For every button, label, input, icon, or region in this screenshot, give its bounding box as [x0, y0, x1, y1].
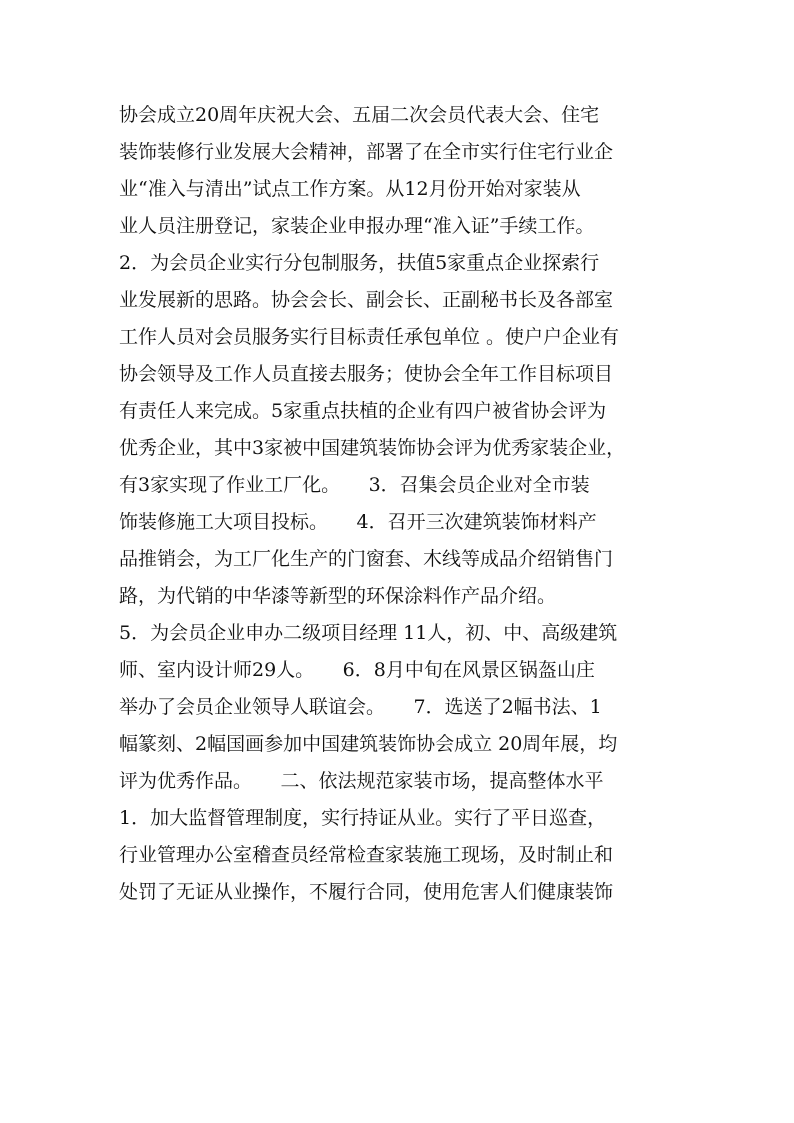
body-line: 评为优秀作品。 二、依法规范家装市场，提高整体水平 — [119, 770, 604, 792]
body-line: 师、室内设计师29人。 6．8月中旬在风景区锅盔山庄 — [119, 659, 595, 681]
body-line: 路，为代销的中华漆等新型的环保涂料作产品介绍。 — [119, 585, 557, 607]
body-line: 有责任人来完成。5家重点扶植的企业有四户被省协会评为 — [119, 400, 607, 422]
body-line: 幅篆刻、2幅国画参加中国建筑装饰协会成立 20周年展，均 — [119, 733, 618, 755]
body-line: 1．加大监督管理制度，实行持证从业。实行了平日巡查， — [119, 807, 607, 829]
body-line: 业人员注册登记，家装企业申报办理“准入证”手续工作。 — [119, 215, 595, 237]
body-line: 有3家实现了作业工厂化。 3．召集会员企业对全市装 — [119, 474, 590, 496]
body-line: 举办了会员企业领导人联谊会。 7．选送了2幅书法、1 — [119, 696, 602, 718]
body-line: 优秀企业，其中3家被中国建筑装饰协会评为优秀家装企业， — [119, 437, 626, 459]
body-line: 协会领导及工作人员直接去服务；使协会全年工作目标项目 — [119, 363, 614, 385]
body-line: 5．为会员企业申办二级项目经理 11人，初、中、高级建筑 — [119, 622, 618, 644]
body-line: 饰装修施工大项目投标。 4．召开三次建筑装饰材料产 — [119, 511, 597, 533]
body-line: 业发展新的思路。协会会长、副会长、正副秘书长及各部室 — [119, 289, 614, 311]
body-line: 工作人员对会员服务实行目标责任承包单位 。使户户企业有 — [119, 326, 620, 348]
body-line: 协会成立20周年庆祝大会、五届二次会员代表大会、住宅 — [119, 104, 600, 126]
body-line: 装饰装修行业发展大会精神，部署了在全市实行住宅行业企 — [119, 141, 614, 163]
body-line: 2．为会员企业实行分包制服务，扶值5家重点企业探索行 — [119, 252, 600, 274]
body-line: 品推销会，为工厂化生产的门窗套、木线等成品介绍销售门 — [119, 548, 614, 570]
body-line: 处罚了无证从业操作，不履行合同，使用危害人们健康装饰 — [119, 881, 614, 903]
body-line: 行业管理办公室稽查员经常检查家装施工现场，及时制止和 — [119, 844, 614, 866]
body-line: 业“准入与清出”试点工作方案。从12月份开始对家装从 — [119, 178, 581, 200]
document-body — [119, 97, 694, 911]
